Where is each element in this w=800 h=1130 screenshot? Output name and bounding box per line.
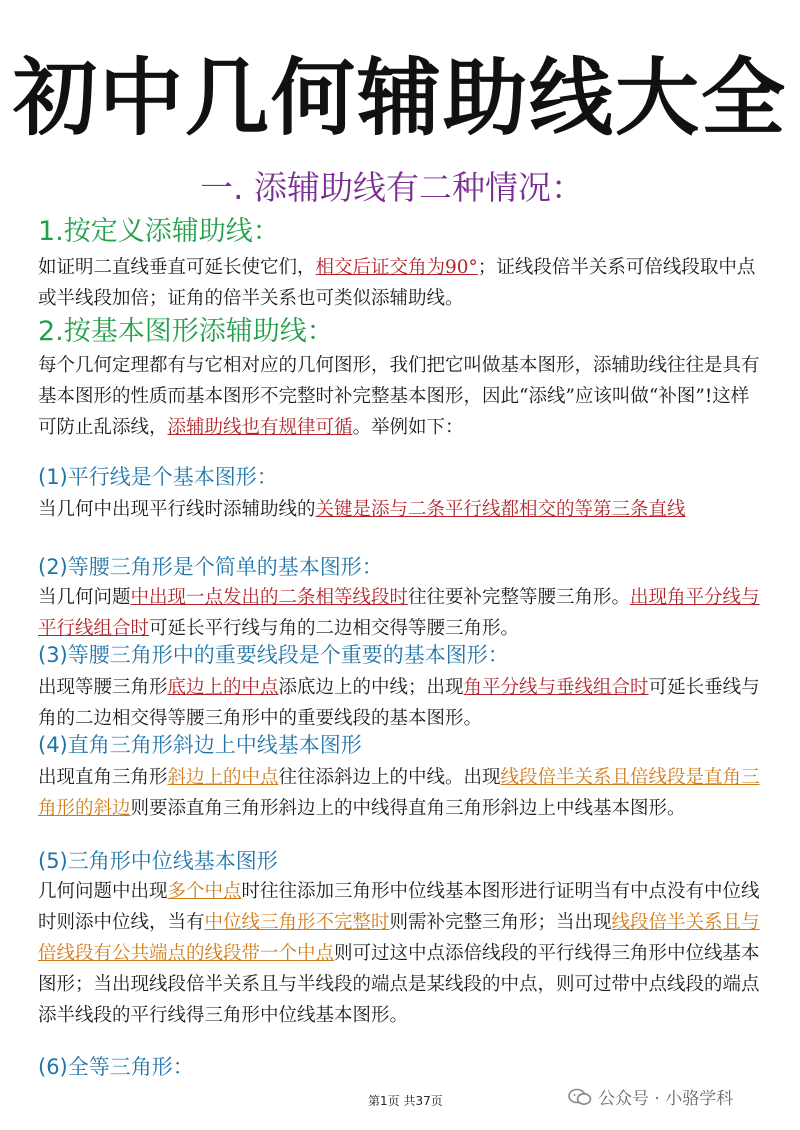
text-segment: 则需补完整三角形；当出现 [389, 912, 612, 933]
text-segment: 几何问题中出现 [38, 881, 168, 902]
item-paragraph-3 [38, 672, 764, 734]
text-segment: 则要添直角三角形斜边上的中线得直角三角形斜边上中线基本图形。 [130, 798, 686, 819]
wechat-watermark [568, 1084, 733, 1109]
text-segment: 当几何中出现平行线时添辅助线的 [38, 499, 316, 520]
text-segment: 则可过这中点添倍线段的平行线得三角形中位线基本图形；当出现线段倍半关系且与半线段的端点是某线段的中点，则可过带中点线段的端点添半线段的平行线得三角形中位线基本图形。 [38, 943, 760, 1026]
wechat-icon [568, 1088, 592, 1106]
item-heading-5: (5)三角形中位线基本图形 [38, 849, 278, 873]
item-paragraph-1 [38, 494, 764, 525]
item-paragraph-5 [38, 876, 764, 1031]
highlighted-phrase: 线段倍半关系且倍线段是直角三角形的斜边 [38, 767, 760, 819]
highlighted-phrase: 中出现一点发出的二条相等线段时 [130, 587, 409, 608]
item-heading-2: (2)等腰三角形是个简单的基本图形： [38, 555, 383, 579]
text-segment: 往往添斜边上的中线。出现 [278, 767, 501, 788]
highlighted-phrase: 斜边上的中点 [167, 767, 279, 788]
item-heading-6: (6)全等三角形： [38, 1055, 194, 1079]
text-segment: ；证线段倍半关系可倍线段取中点或半线段加倍；证角的倍半关系也可类似添辅助线。 [38, 257, 756, 309]
text-segment: 添底边上的中线；出现 [278, 677, 464, 698]
item-heading-3: (3)等腰三角形中的重要线段是个重要的基本图形： [38, 643, 509, 667]
item-paragraph-4 [38, 762, 764, 824]
highlighted-phrase: 出现角平分线与平行线组合时 [38, 587, 760, 639]
section-heading-1: 1.按定义添辅助线： [38, 216, 280, 247]
highlighted-phrase: 相交后证交角为90° [315, 257, 478, 278]
highlighted-phrase: 中位线三角形不完整时 [204, 912, 390, 933]
highlighted-phrase: 角平分线与垂线组合时 [463, 677, 649, 698]
text-segment: 往往要补完整等腰三角形。 [408, 587, 631, 608]
text-segment: 每个几何定理都有与它相对应的几何图形，我们把它叫做基本图形，添辅助线往往是具有基本图形的性质而基本图形不完整时补完整基本图形，因此“添线”应该叫做“补图”!这样可防止乱添线， [38, 355, 760, 438]
item-heading-4: (4)直角三角形斜边上中线基本图形 [38, 733, 362, 757]
page-title: 初中几何辅助线大全 [12, 49, 787, 147]
text-segment: 如证明二直线垂直可延长使它们， [38, 257, 316, 278]
watermark-text: 公众号 · 小骆学科 [598, 1089, 734, 1109]
highlighted-phrase: 底边上的中点 [167, 677, 279, 698]
highlighted-phrase: 多个中点 [167, 881, 242, 902]
item-heading-1: (1)平行线是个基本图形： [38, 465, 278, 489]
text-segment: 时往往添加三角形中位线基本图形进行证明当有中点没有中位线时则添中位线，当有 [38, 881, 760, 933]
highlighted-phrase: 添辅助线也有规律可循 [167, 417, 353, 438]
page-number-footer: 第1页 共37页 [368, 1094, 443, 1108]
highlighted-phrase: 关键是添与二条平行线都相交的等第三条直线 [315, 499, 686, 520]
text-segment: 出现等腰三角形 [38, 677, 168, 698]
section-paragraph-2 [38, 350, 764, 443]
text-segment: 可延长垂线与角的二边相交得等腰三角形中的重要线段的基本图形。 [38, 677, 760, 729]
text-segment: 。举例如下： [352, 417, 464, 438]
text-segment: 可延长平行线与角的二边相交得等腰三角形。 [149, 618, 520, 639]
text-segment: 当几何问题 [38, 587, 131, 608]
page-subtitle: 一. 添辅助线有二种情况： [200, 168, 584, 207]
text-segment: 出现直角三角形 [38, 767, 168, 788]
item-paragraph-2 [38, 582, 764, 644]
section-paragraph-1 [38, 252, 764, 314]
section-heading-2: 2.按基本图形添辅助线： [38, 316, 334, 347]
highlighted-phrase: 线段倍半关系且与倍线段有公共端点的线段带一个中点 [38, 912, 760, 964]
